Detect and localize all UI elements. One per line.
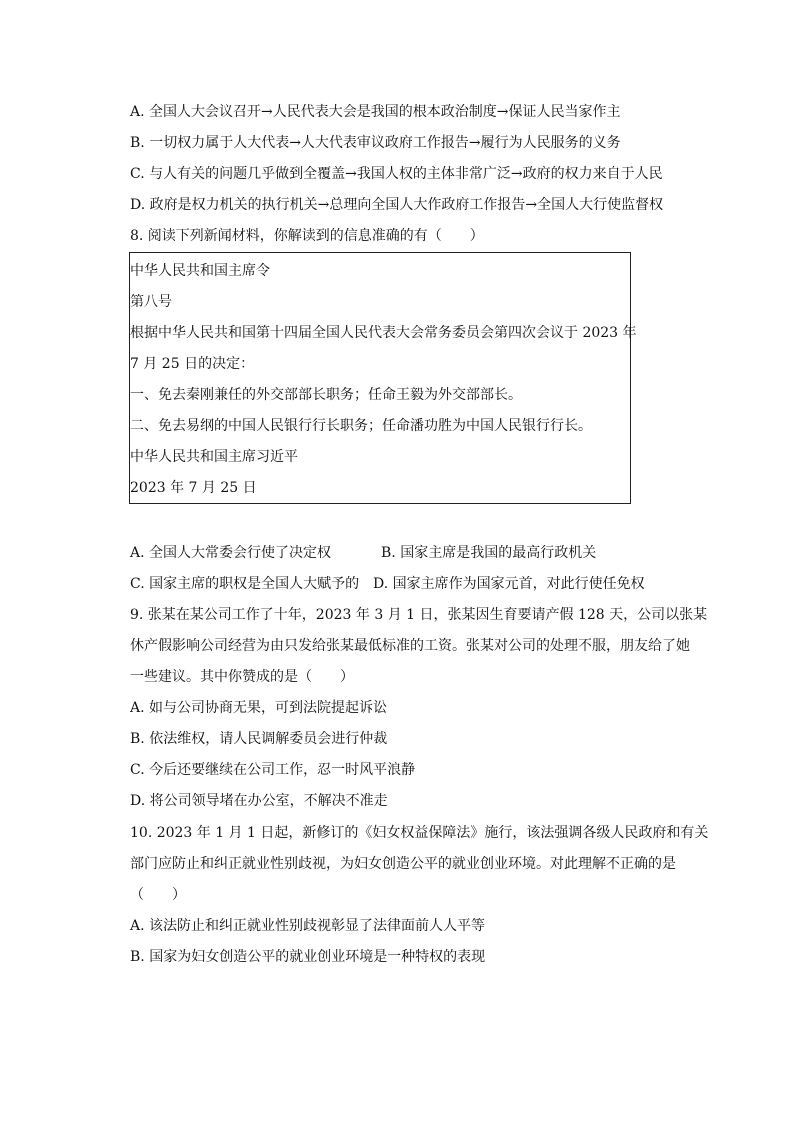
q10-option-b: B. 国家为妇女创造公平的就业创业环境是一种特权的表现	[130, 949, 486, 965]
q9-option-d: D. 将公司领导堵在办公室，不解决不准走	[130, 793, 388, 809]
q10-stem: 10. 2023 年 1 月 1 日起，新修订的《妇女权益保障法》施行，该法强调各级人民政府和有关	[130, 825, 709, 841]
q8-option-b: B. 国家主席是我国的最高行政机关	[381, 545, 597, 561]
q9-option-b: B. 依法维权，请人民调解委员会进行仲裁	[130, 731, 388, 747]
material-line: 二、免去易纲的中国人民银行行长职务；任命潘功胜为中国人民银行行长。	[130, 418, 592, 434]
q10-stem: 部门应防止和纠正就业性别歧视，为妇女创造公平的就业创业环境。对此理解不正确的是	[130, 856, 676, 872]
q8-material-box	[129, 252, 637, 504]
material-line: 7 月 25 日的决定：	[130, 356, 255, 372]
q9-stem: 9. 张某在某公司工作了十年，2023 年 3 月 1 日，张某因生育要请产假 128 天，公司以张某	[130, 607, 708, 623]
q8-option-a: A. 全国人大常委会行使了决定权	[130, 545, 332, 561]
material-line: 一、免去秦刚兼任的外交部部长职务；任命王毅为外交部部长。	[130, 387, 522, 403]
q9-option-a: A. 如与公司协商无果，可到法院提起诉讼	[130, 700, 388, 716]
material-line: 2023 年 7 月 25 日	[130, 480, 257, 496]
material-line: 第八号	[130, 294, 172, 310]
q10-stem: （ ）	[130, 887, 186, 903]
q9-stem: 一些建议。其中你赞成的是（ ）	[130, 669, 354, 685]
q7-option-b: B. 一切权力属于人大代表→人大代表审议政府工作报告→履行为人民服务的义务	[130, 135, 621, 151]
material-line: 中华人民共和国主席习近平	[130, 449, 298, 465]
material-line: 根据中华人民共和国第十四届全国人民代表大会常务委员会第四次会议于 2023 年	[130, 325, 637, 341]
q8-option-c: C. 国家主席的职权是全国人大赋予的	[130, 576, 360, 592]
q7-option-c: C. 与人有关的问题几乎做到全覆盖→我国人权的主体非常广泛→政府的权力来自于人民	[130, 166, 663, 182]
q9-option-c: C. 今后还要继续在公司工作，忍一时风平浪静	[130, 762, 416, 778]
q7-option-a: A. 全国人大会议召开→人民代表大会是我国的根本政治制度→保证人民当家作主	[130, 104, 621, 120]
q8-option-d: D. 国家主席作为国家元首，对此行使任免权	[373, 576, 645, 592]
q7-option-d: D. 政府是权力机关的执行机关→总理向全国人大作政府工作报告→全国人大行使监督权	[130, 197, 664, 213]
material-line: 中华人民共和国主席令	[130, 263, 270, 279]
q8-stem: 8. 阅读下列新闻材料，你解读到的信息准确的有（ ）	[130, 228, 484, 244]
q10-option-a: A. 该法防止和纠正就业性别歧视彰显了法律面前人人平等	[130, 918, 486, 934]
q9-stem: 休产假影响公司经营为由只发给张某最低标准的工资。张某对公司的处理不服，朋友给了她	[130, 638, 690, 654]
